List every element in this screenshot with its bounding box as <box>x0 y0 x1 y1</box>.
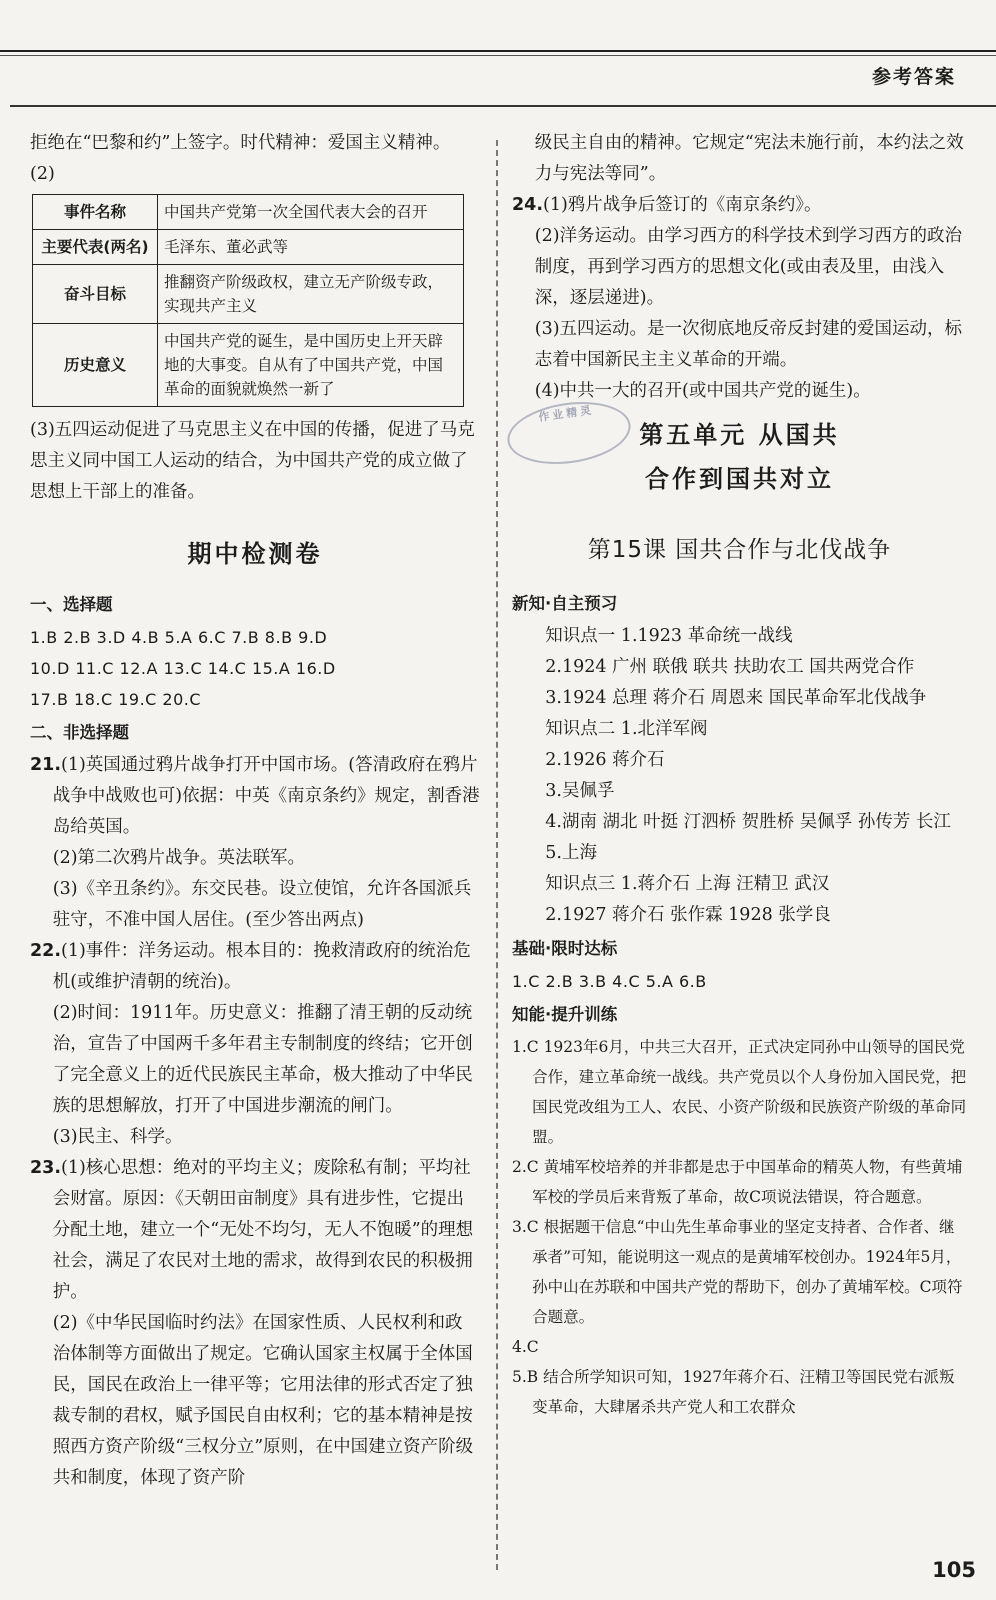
answer-20-part3: (3)五四运动促进了马克思主义在中国的传播，促进了马克思主义同中国工人运动的结合，为中国共产党的成立做了思想上干部上的准备。 <box>30 420 475 502</box>
answer-22-part2: (2)时间：1911年。历史意义：推翻了清王朝的反动统治，宣告了中国两千多年君主专制制度的终结；它开创了完全意义上的近代民族民主革命，极大推动了中华民族的思想解放，打开了中国进步潮流的闸门。 <box>52 1003 473 1116</box>
header-underline <box>10 105 996 107</box>
knowledge-point-1-item-3: 3.1924 总理 蒋介石 周恩来 国民革命军北伐战争 <box>545 688 927 708</box>
stamp-text: 作业精灵 <box>537 403 595 425</box>
knowledge-point-2-item-2: 2.1926 蒋介石 <box>545 750 665 770</box>
question-number: 24. <box>512 195 544 215</box>
answer-text: (1)事件：洋务运动。根本目的：挽救清政府的统治危机(或维护清朝的统治)。 <box>52 941 471 992</box>
section-skill: 知能·提升训练 <box>512 1005 618 1024</box>
answer-text: (1)核心思想：绝对的平均主义；废除私有制；平均社会财富。原因：《天朝田亩制度》具有进步性，它提出分配土地，建立一个“无处不均匀，无人不饱暖”的理想社会，满足了农民对土地的需求，故得到农民的积极拥护。 <box>52 1158 474 1302</box>
answer-23-continued: 级民主自由的精神。它规定“宪法未施行前，本约法之效力与宪法等同”。 <box>534 133 964 184</box>
table-key: 历史意义 <box>33 324 158 407</box>
knowledge-point-3-item-1: 知识点三 1.蒋介石 上海 汪精卫 武汉 <box>545 874 830 894</box>
table-key: 奋斗目标 <box>33 265 158 324</box>
knowledge-point-2-item-1: 知识点二 1.北洋军阀 <box>545 719 708 739</box>
table-key: 事件名称 <box>33 195 158 230</box>
table-value: 中国共产党第一次全国代表大会的召开 <box>158 195 464 230</box>
basic-answers: 1.C 2.B 3.B 4.C 5.A 6.B <box>512 972 707 991</box>
knowledge-point-3-item-2: 2.1927 蒋介石 张作霖 1928 张学良 <box>545 905 831 925</box>
answer-24-part1 <box>512 190 967 221</box>
knowledge-point-2-item-4: 4.湖南 湖北 叶挺 汀泗桥 贺胜桥 吴佩孚 孙传芳 长江 <box>545 812 951 832</box>
answer-20-continued: 拒绝在“巴黎和约”上签字。时代精神：爱国主义精神。 <box>30 133 451 153</box>
header-rule <box>0 50 996 52</box>
section-preview: 新知·自主预习 <box>512 594 618 613</box>
answer-21-part3: (3)《辛丑条约》。东交民巷。设立使馆，允许各国派兵驻守，不准中国人居住。(至少答出两点) <box>52 879 472 930</box>
answer-24-part2: (2)洋务运动。由学习西方的科学技术到学习西方的政治制度，再到学习西方的思想文化(或由表及里，由浅入深，逐层递进)。 <box>534 226 963 308</box>
answer-24-part3: (3)五四运动。是一次彻底地反帝反封建的爱国运动，标志着中国新民主主义革命的开端。 <box>534 319 963 370</box>
answer-21-part1 <box>30 750 480 843</box>
right-column <box>512 128 967 1422</box>
header-rule-thin <box>0 55 996 56</box>
knowledge-point-1-item-2: 2.1924 广州 联俄 联共 扶助农工 国共两党合作 <box>545 657 915 677</box>
answer-21-part2: (2)第二次鸦片战争。英法联军。 <box>52 848 306 868</box>
knowledge-point-1-item-1: 知识点一 1.1923 革命统一战线 <box>545 626 793 646</box>
answer-20-part2-label: (2) <box>30 164 55 184</box>
section-basic: 基础·限时达标 <box>512 939 618 958</box>
mc-answers-row-1: 1.B 2.B 3.D 4.B 5.A 6.C 7.B 8.B 9.D <box>30 628 328 647</box>
table-row <box>33 195 464 230</box>
lesson-title: 第15课 国共合作与北伐战争 <box>587 537 892 563</box>
page-number: 105 <box>932 1558 976 1582</box>
knowledge-point-2-item-3: 3.吴佩孚 <box>545 781 615 801</box>
knowledge-point-2-item-5: 5.上海 <box>545 843 597 863</box>
skill-answer-5: 5.B 结合所学知识可知，1927年蒋介石、汪精卫等国民党右派叛变革命，大肆屠杀共产党人和工农群众 <box>512 1368 955 1416</box>
column-divider <box>496 140 498 1570</box>
unit-title <box>512 403 967 501</box>
answer-text: (1)英国通过鸦片战争打开中国市场。(答清政府在鸦片战争中战败也可)依据：中英《南京条约》规定，割香港岛给英国。 <box>52 755 480 837</box>
table-key: 主要代表(两名) <box>33 230 158 265</box>
question-number: 23. <box>30 1158 62 1178</box>
mc-answers-row-3: 17.B 18.C 19.C 20.C <box>30 690 202 709</box>
answer-22-part3: (3)民主、科学。 <box>52 1127 183 1147</box>
answer-24-part4: (4)中共一大的召开(或中国共产党的诞生)。 <box>534 381 871 401</box>
answer-23-part1 <box>30 1153 480 1308</box>
table-value: 推翻资产阶级政权，建立无产阶级专政，实现共产主义 <box>158 265 464 324</box>
answer-22-part1 <box>30 936 480 998</box>
skill-answer-2: 2.C 黄埔军校培养的并非都是忠于中国革命的精英人物，有些黄埔军校的学员后来背叛了革命，故C项说法错误，符合题意。 <box>512 1158 963 1206</box>
midterm-exam-title: 期中检测卷 <box>187 539 323 568</box>
unit-title-line-1: 第五单元 从国共 <box>639 420 840 449</box>
answer-23-part2: (2)《中华民国临时约法》在国家性质、人民权利和政治体制等方面做出了规定。它确认国家主权属于全体国民，国民在政治上一律平等；它用法律的形式否定了独裁专制的君权，赋予国民自由权利；它的基本精神是按照西方资产阶级“三权分立”原则，在中国建立资产阶级共和制度，体现了资产阶 <box>52 1313 474 1488</box>
section-multiple-choice: 一、选择题 <box>30 595 113 614</box>
skill-answer-4: 4.C <box>512 1338 539 1356</box>
section-non-choice: 二、非选择题 <box>30 723 129 742</box>
left-column <box>30 128 480 1494</box>
running-header-title: 参考答案 <box>871 66 956 88</box>
skill-answer-3: 3.C 根据题干信息“中山先生革命事业的坚定支持者、合作者、继承者”可知，能说明这一观点的是黄埔军校创办。1924年5月，孙中山在苏联和中国共产党的帮助下，创办了黄埔军校。C项符合题意。 <box>512 1218 963 1326</box>
question-number: 22. <box>30 941 62 961</box>
event-table <box>32 194 464 407</box>
table-row <box>33 324 464 407</box>
table-row <box>33 265 464 324</box>
table-value: 毛泽东、董必武等 <box>158 230 464 265</box>
answer-text: (1)鸦片战争后签订的《南京条约》。 <box>543 195 822 215</box>
table-value: 中国共产党的诞生，是中国历史上开天辟地的大事变。自从有了中国共产党，中国革命的面貌就焕然一新了 <box>158 324 464 407</box>
mc-answers-row-2: 10.D 11.C 12.A 13.C 14.C 15.A 16.D <box>30 659 336 678</box>
question-number: 21. <box>30 755 62 775</box>
unit-title-line-2: 合作到国共对立 <box>645 464 834 493</box>
table-row <box>33 230 464 265</box>
skill-answer-1: 1.C 1923年6月，中共三大召开，正式决定同孙中山领导的国民党合作，建立革命统一战线。共产党员以个人身份加入国民党，把国民党改组为工人、农民、小资产阶级和民族资产阶级的革命同盟。 <box>512 1038 967 1146</box>
